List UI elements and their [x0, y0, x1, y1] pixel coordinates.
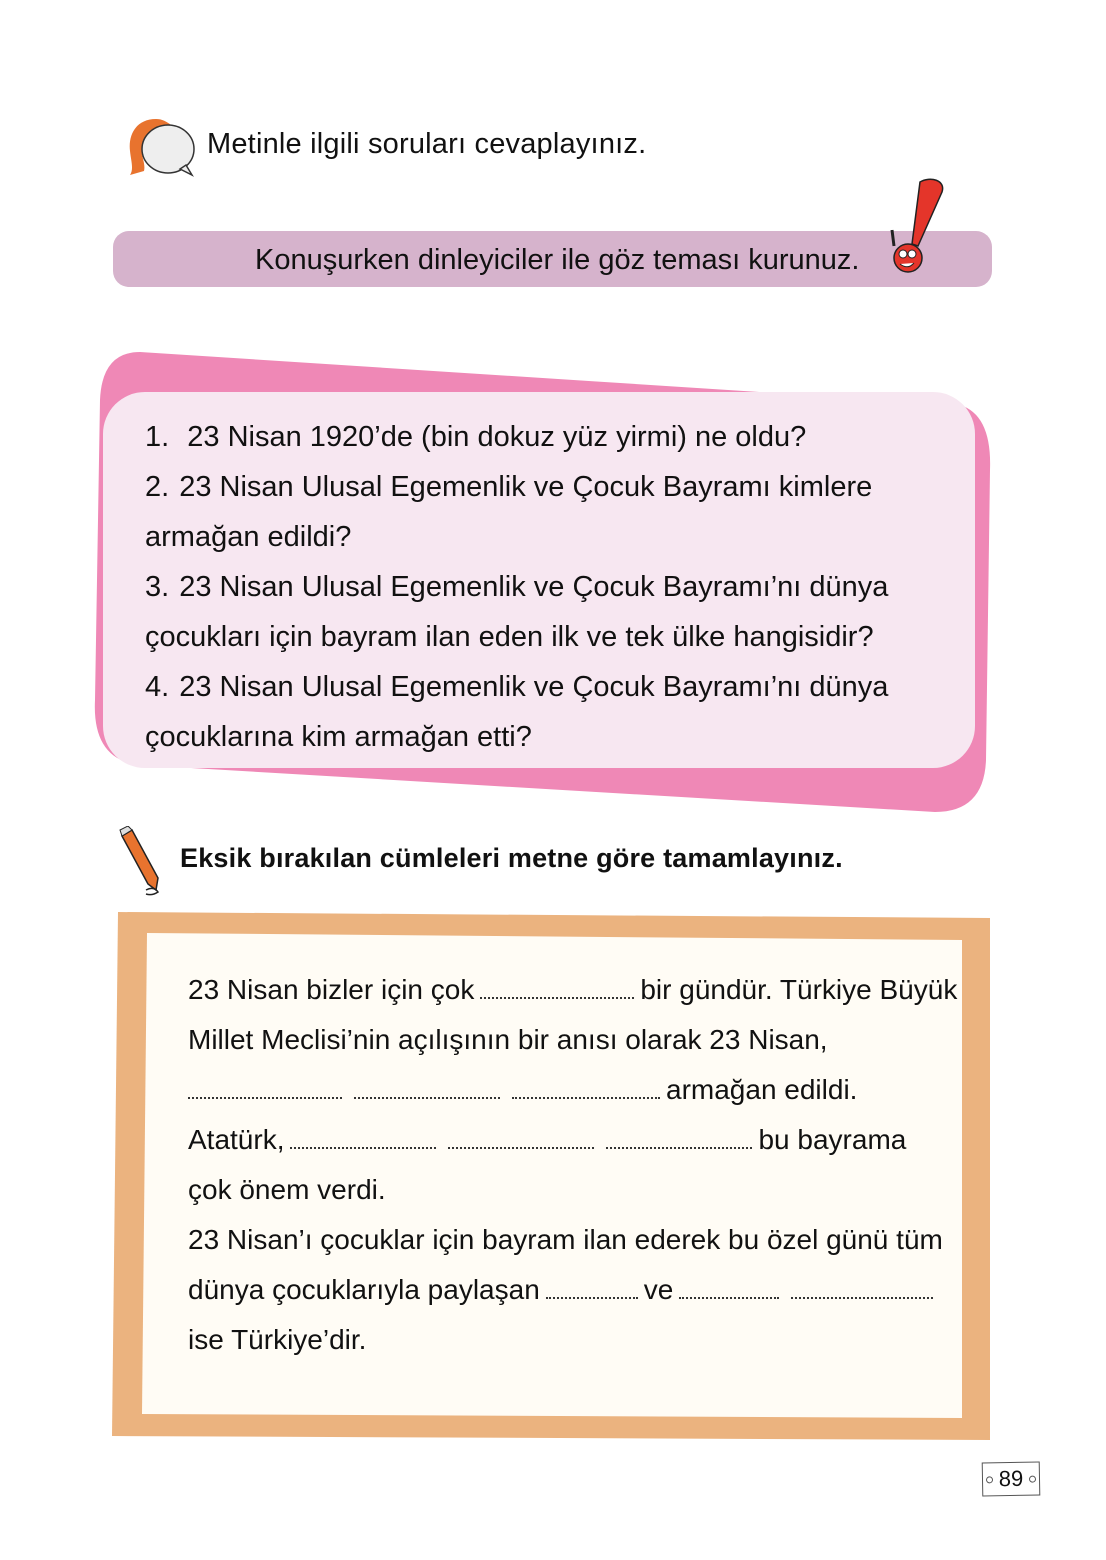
question-4: 4. 23 Nisan Ulusal Egemenlik ve Çocuk Bayramı’nı dünya [145, 671, 889, 703]
question-1: 1. 23 Nisan 1920’de (bin dokuz yüz yirmi) ne oldu? [145, 421, 807, 453]
fill-line-3: armağan edildi. [182, 1074, 857, 1106]
answer-blank[interactable] [448, 1143, 594, 1149]
answer-blank[interactable] [354, 1093, 500, 1099]
question-4-cont: çocuklarına kim armağan etti? [145, 721, 532, 753]
answer-blank[interactable] [606, 1143, 752, 1149]
answer-blank[interactable] [791, 1293, 933, 1299]
section-heading-fill-in: Eksik bırakılan cümleleri metne göre tamamlayınız. [180, 843, 843, 873]
answer-blank[interactable] [290, 1143, 436, 1149]
fill-line-5: çok önem verdi. [188, 1174, 386, 1205]
fill-line-8: ise Türkiye’dir. [188, 1324, 367, 1355]
answer-blank[interactable] [512, 1093, 660, 1099]
answer-blank[interactable] [188, 1093, 342, 1099]
fill-line-6: 23 Nisan’ı çocuklar için bayram ilan ederek bu özel günü tüm [188, 1224, 943, 1255]
page-number: 89 [998, 1465, 1024, 1492]
answer-blank[interactable] [480, 993, 634, 999]
question-3: 3. 23 Nisan Ulusal Egemenlik ve Çocuk Bayramı’nı dünya [145, 571, 889, 603]
fill-line-2: Millet Meclisi’nin açılışının bir anısı olarak 23 Nisan, [188, 1024, 828, 1055]
question-2-cont: armağan edildi? [145, 521, 352, 553]
question-3-cont: çocukları için bayram ilan eden ilk ve tek ülke hangisidir? [145, 621, 874, 653]
tip-banner-text: Konuşurken dinleyiciler ile göz teması kurunuz. [255, 244, 860, 276]
question-2: 2. 23 Nisan Ulusal Egemenlik ve Çocuk Bayramı kimlere [145, 471, 873, 503]
answer-blank[interactable] [679, 1293, 779, 1299]
fill-line-4: Atatürk, bu bayrama [188, 1124, 907, 1155]
section-heading-questions: Metinle ilgili soruları cevaplayınız. [207, 128, 647, 160]
answer-blank[interactable] [546, 1293, 638, 1299]
fill-line-7: dünya çocuklarıyla paylaşan ve [188, 1274, 939, 1306]
fill-line-1: 23 Nisan bizler için çok bir gündür. Türkiye Büyük [188, 974, 958, 1005]
page-number-badge [982, 1461, 1041, 1496]
